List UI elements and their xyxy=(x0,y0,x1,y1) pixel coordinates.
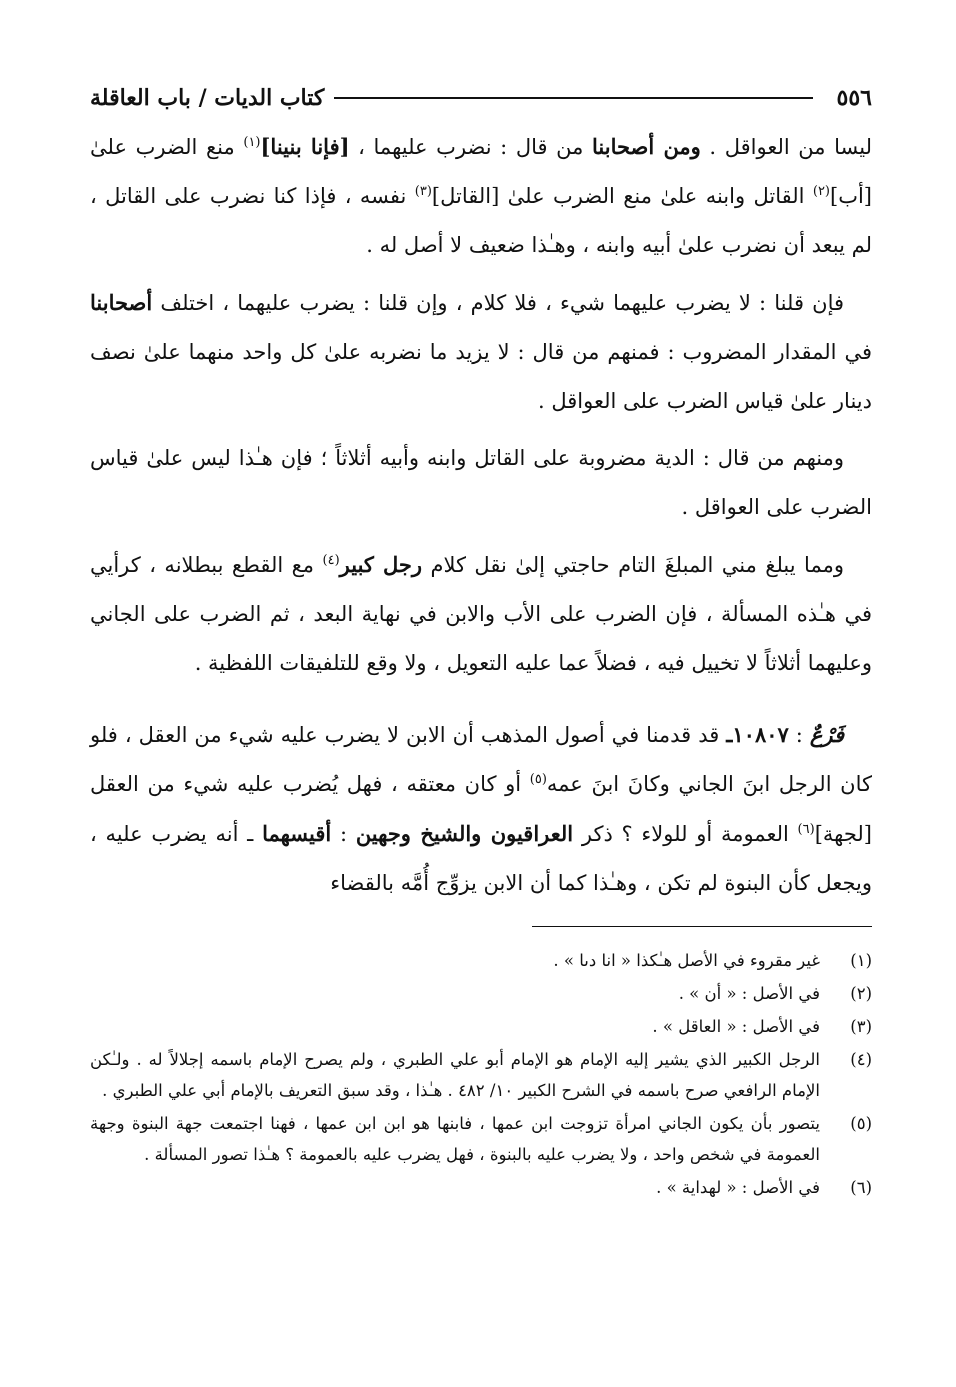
text-run: مع القطع ببطلانه ، كرأيي في هـٰذه المسألة ، فإن الضرب على الأب والابن في نهاية البعد ، ثم الضرب على الجاني وعليهما أثلاثاً لا تخييل فيه ، فضلاً عما عليه التعويل ، ولا وقع للتلفيقات اللفظية . xyxy=(90,553,872,675)
footnote-number: (٤) xyxy=(850,1050,872,1069)
text-run: أو كان معتقه ، فهل يُضرب عليه شيء من العقل [لجهة] xyxy=(90,772,872,846)
footnote-ref: (٥) xyxy=(529,772,547,787)
text-run: من قال : نضرب عليهما ، xyxy=(349,135,592,159)
text-run: ومما يبلغ مني المبلغَ التام حاجتي إلىٰ نقل كلام xyxy=(422,553,844,577)
text-run: نفسه ، فإذا كنا نضرب على القاتل ، لم يبعد أن نضرب علىٰ أبيه وابنه ، وهـٰذا ضعيف لا أصل له . xyxy=(90,184,872,257)
footnote xyxy=(90,978,872,1009)
running-title: كتاب الديات / باب العاقلة xyxy=(90,85,325,111)
footnote xyxy=(90,1108,872,1170)
footnote xyxy=(90,1172,872,1203)
text-run: : xyxy=(331,822,356,846)
far-heading: فَرْعٌ xyxy=(809,722,844,747)
footnote xyxy=(90,1011,872,1042)
bold-term: أقيسهما xyxy=(262,821,332,846)
footnote-ref: (٦) xyxy=(797,822,815,837)
paragraph xyxy=(90,278,872,426)
bold-term: ومن أصحابنا xyxy=(592,134,701,159)
footnote-text: في الأصل : « أن » . xyxy=(678,984,820,1003)
bold-term: رجل كبير xyxy=(339,552,423,577)
bold-term: أصحابنا xyxy=(90,290,153,315)
footnotes xyxy=(90,945,872,1203)
paragraph xyxy=(90,540,872,688)
footnote-number: (١) xyxy=(850,951,872,970)
bold-term: [فإنا بنينا] xyxy=(260,134,350,159)
footnote-ref: (٣) xyxy=(414,184,432,199)
text-run: ومنهم من قال : الدية مضروبة على القاتل وابنه وأبيه أثلاثاً ؛ فإن هـٰذا ليس علىٰ قياس الضرب على العواقل . xyxy=(90,446,872,519)
bold-term: ١٠٨٠٧ـ xyxy=(726,722,789,747)
text-run: منع الضرب علىٰ [أب] xyxy=(90,135,872,208)
footnote xyxy=(90,945,872,976)
footnote-number: (٣) xyxy=(850,1017,872,1036)
footnote-ref: (٤) xyxy=(322,553,340,568)
footnote-text: الرجل الكبير الذي يشير إليه الإمام هو الإمام أبو علي الطبري ، ولم يصرح الإمام باسمه إجلالاً له . ولـٰكن الإمام الرافعي صرح باسمه في الشرح الكبير ١٠/ ٤٨٢ . هـٰذا ، وقد سبق التعريف بالإمام أبي علي الطبري . xyxy=(90,1050,820,1100)
footnote-text: غير مقروء في الأصل هـٰكذا « انا دىا » . xyxy=(553,951,820,970)
running-header xyxy=(90,78,872,118)
body-text xyxy=(90,122,872,908)
footnote-text: يتصور بأن يكون الجاني امرأة تزوجت ابن عمها ، فابنها هو ابن ابن عمها ، فهنا اجتمعت جهة البنوة وجهة العمومة في شخص واحد ، ولا يضرب عليه بالبنوة ، فهل يضرب عليه بالعمومة ؟ هـٰذا تصور المسألة . xyxy=(90,1114,820,1164)
text-run: العمومة أو للولاء ؟ ذكر xyxy=(573,822,798,846)
page-number: ٥٥٦ xyxy=(836,85,872,111)
footnote-text: في الأصل : « لهداية » . xyxy=(656,1178,820,1197)
paragraph xyxy=(90,710,872,908)
header-rule xyxy=(334,97,812,99)
page xyxy=(90,78,872,1205)
text-run: في المقدار المضروب : فمنهم من قال : لا يزيد ما نضربه علىٰ كل واحد منهما علىٰ نصف دينار علىٰ قياس الضرب على العواقل . xyxy=(90,340,872,413)
footnote xyxy=(90,1044,872,1106)
text-run: ـ أنه يضرب عليه ، ويجعل كأن البنوة لم تكن ، وهـٰذا كما أن الابن يزوِّج أُمَّه بالقضاء xyxy=(90,822,872,895)
text-run: ليسا من العواقل . xyxy=(700,135,873,159)
footnote-number: (٢) xyxy=(850,984,872,1003)
text-run: قد قدمنا في أصول المذهب أن الابن لا يضرب عليه شيء من العقل ، فلو كان الرجل ابنَ الجاني وكانَ ابنَ عمه xyxy=(90,723,872,796)
footnote-text: في الأصل : « العاقل » . xyxy=(652,1017,820,1036)
footnote-ref: (١) xyxy=(243,135,261,150)
footnote-number: (٦) xyxy=(850,1178,872,1197)
text-run: فإن قلنا : لا يضرب عليهما شيء ، فلا كلام ، وإن قلنا : يضرب عليهما ، اختلف xyxy=(152,291,844,315)
footnote-ref: (٢) xyxy=(812,184,830,199)
section-gap xyxy=(90,696,872,710)
paragraph xyxy=(90,434,872,532)
footnote-number: (٥) xyxy=(850,1114,872,1133)
text-run: : xyxy=(788,723,810,747)
footnote-separator xyxy=(532,926,872,927)
text-run: القاتل وابنه علىٰ منع الضرب علىٰ [القاتل] xyxy=(431,184,813,208)
paragraph xyxy=(90,122,872,270)
bold-term: العراقيون والشيخ وجهين xyxy=(355,821,574,846)
